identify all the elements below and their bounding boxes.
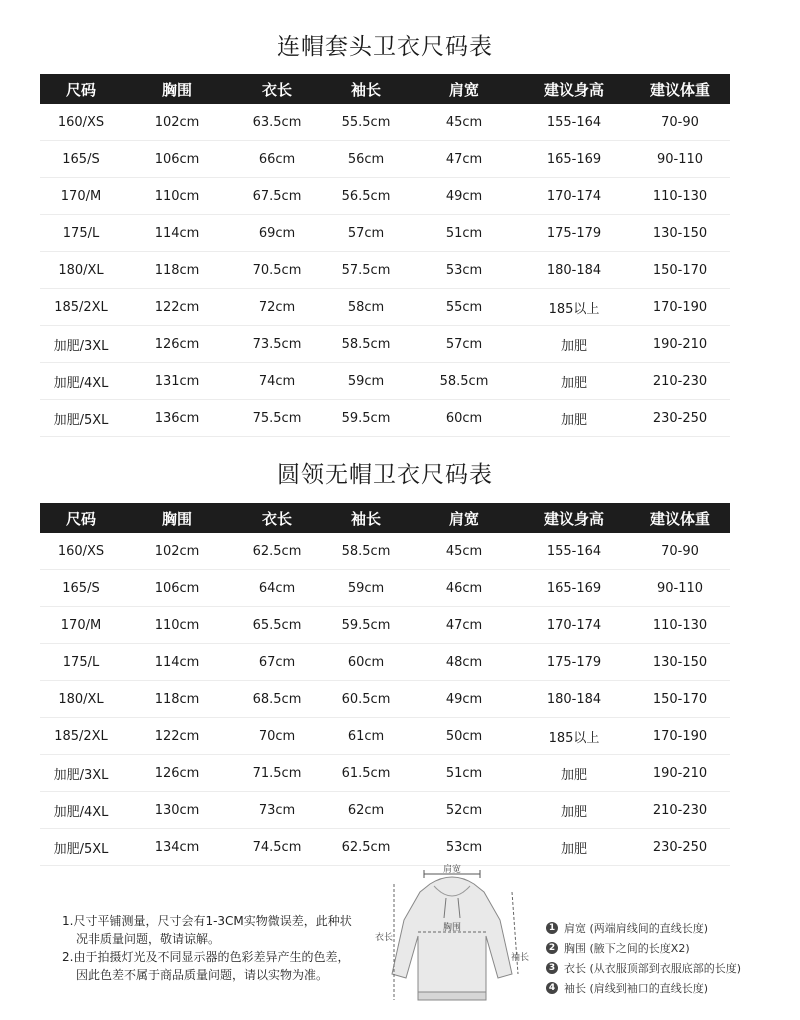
table-cell: 185/2XL — [54, 728, 108, 744]
table-cell: 61cm — [347, 728, 385, 744]
table-cell: 185以上 — [548, 301, 600, 317]
table-cell: 58cm — [347, 299, 385, 315]
table-row — [40, 289, 730, 326]
table-header — [40, 503, 730, 533]
table-cell: 71.5cm — [252, 765, 302, 781]
table-cell: 加肥/4XL — [53, 375, 109, 391]
legend-text: 胸围 (腋下之间的长度X2) — [564, 942, 690, 955]
column-header: 建议身高 — [543, 509, 604, 528]
table-row — [40, 644, 730, 681]
table-cell: 62.5cm — [252, 543, 302, 559]
table-cell: 106cm — [154, 151, 200, 167]
legend-number-badge: 4 — [546, 982, 558, 994]
table-cell: 加肥 — [560, 841, 587, 857]
crew-table-title: 圆领无帽卫衣尺码表 — [277, 462, 493, 488]
note-line: 1.尺寸平铺测量，尺寸会有1-3CM实物微误差，此种状 — [62, 914, 352, 928]
table-cell: 加肥/5XL — [53, 841, 109, 857]
column-header: 衣长 — [261, 509, 292, 528]
legend-number-badge: 3 — [546, 962, 558, 974]
table-cell: 加肥 — [560, 338, 587, 354]
table-cell: 69cm — [258, 225, 296, 241]
table-cell: 59cm — [347, 580, 385, 596]
table-cell: 185/2XL — [54, 299, 108, 315]
column-header: 袖长 — [350, 509, 381, 528]
table-cell: 70.5cm — [252, 262, 302, 278]
table-cell: 68.5cm — [252, 691, 302, 707]
measurement-diagram — [372, 862, 532, 1020]
table-cell: 136cm — [154, 410, 200, 426]
table-cell: 210-230 — [652, 373, 708, 389]
table-cell: 60cm — [445, 410, 483, 426]
table-cell: 51cm — [445, 225, 483, 241]
table-cell: 75.5cm — [252, 410, 302, 426]
column-header: 肩宽 — [448, 509, 479, 528]
table-cell: 74cm — [258, 373, 296, 389]
hoodie-illustration — [372, 862, 532, 1016]
column-header: 建议身高 — [543, 80, 604, 99]
table-cell: 47cm — [445, 151, 483, 167]
shoulder-label: 肩宽 — [442, 865, 462, 875]
legend-item — [546, 958, 741, 978]
table-cell: 175-179 — [546, 225, 602, 241]
legend-item — [546, 978, 741, 998]
table-cell: 122cm — [154, 299, 200, 315]
table-cell: 126cm — [154, 336, 200, 352]
legend-text: 袖长 (肩线到袖口的直线长度) — [564, 982, 709, 995]
table-cell: 134cm — [154, 839, 200, 855]
table-cell: 62cm — [347, 802, 385, 818]
table-cell: 126cm — [154, 765, 200, 781]
table-cell: 53cm — [445, 839, 483, 855]
table-cell: 118cm — [154, 691, 200, 707]
table-cell: 64cm — [258, 580, 296, 596]
table-cell: 230-250 — [652, 839, 708, 855]
table-cell: 110cm — [154, 617, 200, 633]
chest-label: 胸围 — [442, 923, 462, 933]
table-row — [40, 681, 730, 718]
table-cell: 90-110 — [656, 580, 704, 596]
table-cell: 加肥 — [560, 412, 587, 428]
table-cell: 118cm — [154, 262, 200, 278]
table-cell: 73cm — [258, 802, 296, 818]
table-cell: 47cm — [445, 617, 483, 633]
table-header — [40, 74, 730, 104]
table-cell: 210-230 — [652, 802, 708, 818]
column-header: 建议体重 — [649, 80, 710, 99]
table-cell: 160/XS — [57, 114, 105, 130]
table-cell: 170/M — [60, 617, 102, 633]
table-cell: 56cm — [347, 151, 385, 167]
table-cell: 155-164 — [546, 543, 602, 559]
table-cell: 170-174 — [546, 617, 602, 633]
table-cell: 170-174 — [546, 188, 602, 204]
column-header: 建议体重 — [649, 509, 710, 528]
table-cell: 45cm — [445, 114, 483, 130]
table-row — [40, 104, 730, 141]
table-cell: 50cm — [445, 728, 483, 744]
table-row — [40, 718, 730, 755]
column-header: 袖长 — [350, 80, 381, 99]
sleeve-label: 袖长 — [510, 953, 530, 963]
table-cell: 110-130 — [652, 188, 708, 204]
table-cell: 165-169 — [546, 151, 602, 167]
table-cell: 130cm — [154, 802, 200, 818]
table-cell: 170-190 — [652, 299, 708, 315]
table-cell: 加肥/5XL — [53, 412, 109, 428]
legend-number-badge: 2 — [546, 942, 558, 954]
table-cell: 49cm — [445, 188, 483, 204]
legend-number-badge: 1 — [546, 922, 558, 934]
table-cell: 130-150 — [652, 654, 708, 670]
crew-size-table — [40, 503, 730, 866]
size-notes — [62, 912, 352, 984]
table-cell: 55cm — [445, 299, 483, 315]
table-cell: 102cm — [154, 114, 200, 130]
table-cell: 70-90 — [661, 114, 699, 130]
table-cell: 170/M — [60, 188, 102, 204]
table-cell: 114cm — [154, 225, 200, 241]
table-cell: 185以上 — [548, 730, 600, 746]
table-cell: 155-164 — [546, 114, 602, 130]
table-row — [40, 533, 730, 570]
note-line: 况非质量问题，敬请谅解。 — [76, 932, 221, 946]
table-cell: 110-130 — [652, 617, 708, 633]
table-cell: 175/L — [62, 225, 100, 241]
column-header: 衣长 — [261, 80, 292, 99]
table-cell: 66cm — [258, 151, 296, 167]
legend-text: 肩宽 (两端肩线间的直线长度) — [564, 922, 709, 935]
table-cell: 67cm — [258, 654, 296, 670]
table-cell: 59.5cm — [341, 410, 391, 426]
table-cell: 74.5cm — [252, 839, 302, 855]
table-cell: 165/S — [62, 151, 100, 167]
table-cell: 53cm — [445, 262, 483, 278]
table-cell: 67.5cm — [252, 188, 302, 204]
table-row — [40, 755, 730, 792]
table-cell: 165/S — [62, 580, 100, 596]
table-cell: 52cm — [445, 802, 483, 818]
table-cell: 190-210 — [652, 765, 708, 781]
table-cell: 加肥/3XL — [53, 338, 109, 354]
column-header: 尺码 — [65, 509, 96, 528]
table-row — [40, 326, 730, 363]
table-cell: 180/XL — [58, 691, 104, 707]
table-cell: 70cm — [258, 728, 296, 744]
note-line: 2.由于拍摄灯光及不同显示器的色彩差异产生的色差， — [62, 950, 350, 964]
table-cell: 46cm — [445, 580, 483, 596]
column-header: 胸围 — [161, 509, 192, 528]
table-cell: 63.5cm — [252, 114, 302, 130]
table-row — [40, 400, 730, 437]
column-header: 胸围 — [161, 80, 192, 99]
table-cell: 加肥 — [560, 767, 587, 783]
table-cell: 62.5cm — [341, 839, 391, 855]
table-cell: 加肥/4XL — [53, 804, 109, 820]
note-line: 因此色差不属于商品质量问题，请以实物为准。 — [76, 968, 329, 982]
table-cell: 165-169 — [546, 580, 602, 596]
table-cell: 170-190 — [652, 728, 708, 744]
table-cell: 58.5cm — [341, 336, 391, 352]
table-cell: 59cm — [347, 373, 385, 389]
table-cell: 加肥 — [560, 375, 587, 391]
table-cell: 160/XS — [57, 543, 105, 559]
table-row — [40, 141, 730, 178]
table-cell: 61.5cm — [341, 765, 391, 781]
table-row — [40, 252, 730, 289]
table-cell: 60cm — [347, 654, 385, 670]
table-row — [40, 215, 730, 252]
table-cell: 130-150 — [652, 225, 708, 241]
table-cell: 131cm — [154, 373, 200, 389]
table-row — [40, 829, 730, 866]
table-cell: 加肥/3XL — [53, 767, 109, 783]
table-cell: 180/XL — [58, 262, 104, 278]
table-cell: 48cm — [445, 654, 483, 670]
table-cell: 150-170 — [652, 691, 708, 707]
table-cell: 57.5cm — [341, 262, 391, 278]
table-cell: 56.5cm — [341, 188, 391, 204]
table-row — [40, 363, 730, 400]
legend-item — [546, 938, 741, 958]
table-cell: 122cm — [154, 728, 200, 744]
table-cell: 59.5cm — [341, 617, 391, 633]
column-header: 尺码 — [65, 80, 96, 99]
table-row — [40, 607, 730, 644]
table-cell: 加肥 — [560, 804, 587, 820]
hooded-table-title: 连帽套头卫衣尺码表 — [277, 34, 493, 60]
table-cell: 55.5cm — [341, 114, 391, 130]
table-cell: 70-90 — [661, 543, 699, 559]
table-cell: 110cm — [154, 188, 200, 204]
hooded-size-table — [40, 74, 730, 437]
table-cell: 57cm — [347, 225, 385, 241]
table-cell: 73.5cm — [252, 336, 302, 352]
table-cell: 230-250 — [652, 410, 708, 426]
table-cell: 114cm — [154, 654, 200, 670]
table-cell: 49cm — [445, 691, 483, 707]
table-cell: 45cm — [445, 543, 483, 559]
table-cell: 175/L — [62, 654, 100, 670]
table-cell: 102cm — [154, 543, 200, 559]
table-cell: 190-210 — [652, 336, 708, 352]
legend-item — [546, 918, 741, 938]
table-cell: 72cm — [258, 299, 296, 315]
table-cell: 175-179 — [546, 654, 602, 670]
measurement-legend — [546, 918, 741, 998]
table-cell: 60.5cm — [341, 691, 391, 707]
table-cell: 57cm — [445, 336, 483, 352]
table-cell: 180-184 — [546, 262, 602, 278]
table-row — [40, 570, 730, 607]
column-header: 肩宽 — [448, 80, 479, 99]
table-row — [40, 792, 730, 829]
table-cell: 150-170 — [652, 262, 708, 278]
table-cell: 58.5cm — [341, 543, 391, 559]
table-cell: 90-110 — [656, 151, 704, 167]
length-label: 衣长 — [374, 933, 394, 943]
table-cell: 65.5cm — [252, 617, 302, 633]
table-row — [40, 178, 730, 215]
table-cell: 58.5cm — [439, 373, 489, 389]
table-cell: 106cm — [154, 580, 200, 596]
table-cell: 180-184 — [546, 691, 602, 707]
legend-text: 衣长 (从衣服顶部到衣服底部的长度) — [564, 962, 742, 975]
table-cell: 51cm — [445, 765, 483, 781]
